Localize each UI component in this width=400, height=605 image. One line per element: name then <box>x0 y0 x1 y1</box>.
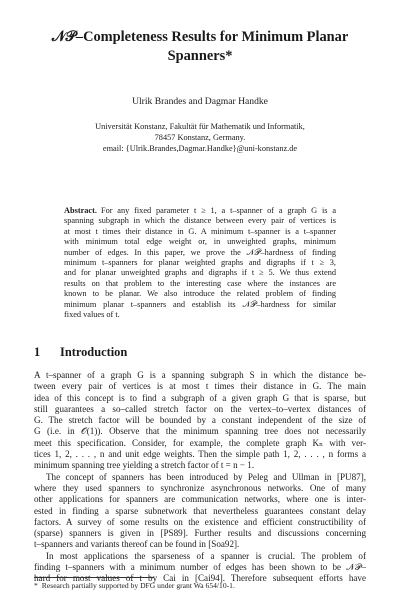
abstract-label: Abstract. <box>64 206 97 215</box>
affiliation-line-2: 78457 Konstanz, Germany. <box>154 133 246 143</box>
body-line: still guarantees a so–called stretch factor on the vertex–to–vertex distances of <box>34 403 366 414</box>
section-heading <box>34 345 127 360</box>
body-line: ested in finding a sparse subnetwork that nevertheless guarantees constant delay <box>34 505 366 516</box>
abstract-line: with minimum total edge weight or, in unweighted graphs, minimum <box>64 237 336 247</box>
abstract-line <box>64 206 336 216</box>
abstract-line-text: For any fixed parameter t ≥ 1, a t–spanner of a graph G is a <box>100 206 336 215</box>
abstract-line: and for planar unweighted graphs and digraphs if t ≥ 5. We thus extend <box>64 268 336 278</box>
section-title: Introduction <box>60 345 128 359</box>
body-line: meet this specification. Consider, for example, the complete graph Kₙ with ver- <box>34 437 366 448</box>
body-line: tices 1, 2, . . . , n and unit edge weights. Then the simple path 1, 2, . . . , n forms a <box>34 449 366 460</box>
body-line: The concept of spanners has been introduced by Peleg and Ullman in [PU87], <box>46 471 366 482</box>
abstract-line: results on that problem to the interesting case where the instances are <box>64 278 336 288</box>
body-line: hard for most values of t by Cai in [Cai94]. Therefore subsequent efforts have <box>34 573 366 584</box>
footnote <box>34 581 366 590</box>
paper-title <box>40 28 360 66</box>
abstract <box>64 206 336 320</box>
body-line: In most applications the sparseness of a spanner is crucial. The problem of <box>46 550 366 561</box>
abstract-line: fixed values of t. <box>64 309 120 319</box>
body-line: t–spanners and variants thereof can be found in [Soa92]. <box>34 539 240 550</box>
body-line: tween every pair of vertices is at most t times their distance in G. The main <box>34 381 366 392</box>
body-line: G. The stretch factor will be bounded by a constant independent of the size of <box>34 415 366 426</box>
footnote-rule <box>34 577 154 578</box>
body-line: factors. A survey of some results on the existence and efficient constructibility of <box>34 516 366 527</box>
footnote-mark: * <box>34 581 38 590</box>
author-names: Ulrik Brandes and Dagmar Handke <box>132 96 268 107</box>
affiliation-line-1: Universität Konstanz, Fakultät für Mathematik und Informatik, <box>95 122 305 131</box>
abstract-line: spanning subgraph in which the distance between every pair of vertices is <box>64 216 336 226</box>
abstract-line: known to be planar. We also introduce the related problem of finding <box>64 289 336 299</box>
affiliation-block <box>20 121 380 155</box>
body-line: G (i.e. in 𝒪(1)). Observe that the minimum spanning tree does not necessarily <box>34 426 366 437</box>
title-line-2: Spanners* <box>167 48 233 64</box>
body-line: finding t–spanners with a minimum number of edges has been shown to be 𝒩𝒫– <box>34 562 366 573</box>
body-line: minimum spanning tree yielding a stretch factor of t = n − 1. <box>34 460 255 471</box>
title-line-1: 𝒩𝒫–Completeness Results for Minimum Planar <box>51 29 349 45</box>
body-text <box>34 370 366 585</box>
body-line: idea of this concept is to find a subgraph of a given graph G that is sparse, but <box>34 392 366 403</box>
body-line: other applications for spanners are communication networks, where one is inter- <box>34 494 366 505</box>
abstract-line: at most t times their distance in G. A minimum t–spanner is a t–spanner <box>64 226 336 236</box>
abstract-line: minimum t–spanners for planar weighted graphs and digraphs if t ≥ 3, <box>64 257 336 267</box>
body-line: A t–spanner of a graph G is a spanning subgraph S in which the distance be- <box>34 370 366 380</box>
affiliation-email: email: {Ulrik.Brandes,Dagmar.Handke}@uni-konstanz.de <box>102 144 298 154</box>
body-line: where they used spanners to synchronize asynchronous networks. One of many <box>34 482 366 493</box>
section-number: 1 <box>34 345 41 359</box>
footnote-text: Research partially supported by DFG under grant Wa 654/10-1. <box>41 581 235 590</box>
body-line: (sparse) spanners is given in [PS89]. Further results and discussions concerning <box>34 528 366 539</box>
abstract-line: minimum planar t–spanners and establish its 𝒩𝒫–hardness for similar <box>64 299 336 309</box>
abstract-line: number of edges. In this paper, we prove the 𝒩𝒫–hardness of finding <box>64 247 336 257</box>
